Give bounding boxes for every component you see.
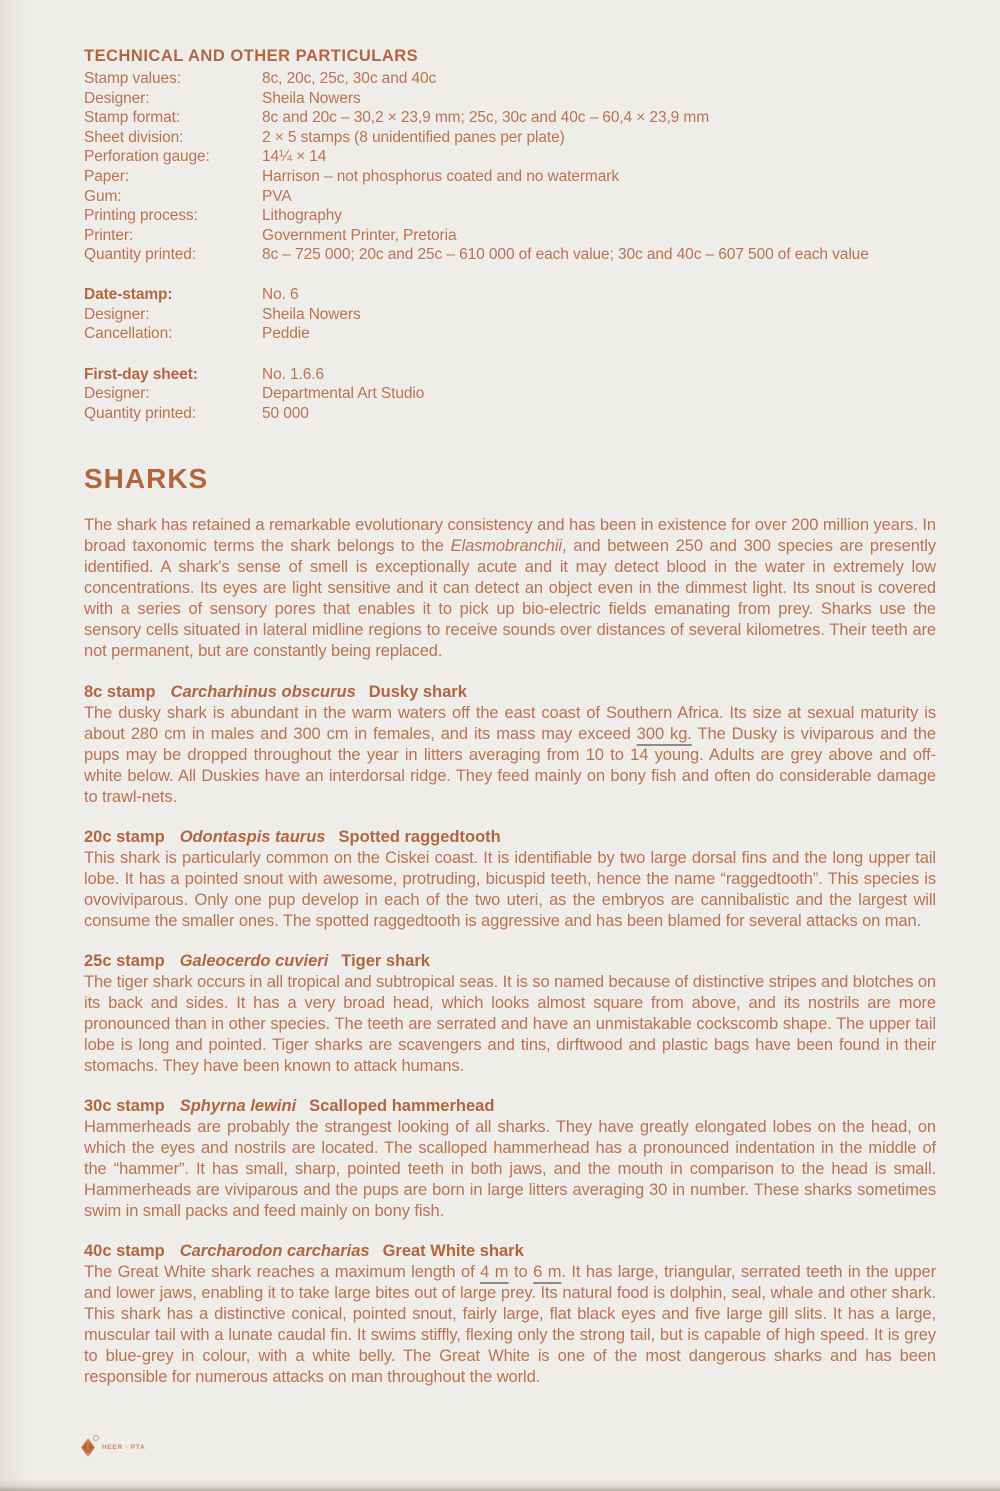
spec-value: No. 6 — [262, 285, 299, 303]
spec-label: Designer: — [84, 385, 150, 403]
printer-logo — [80, 1438, 145, 1457]
spec-row-quantity-printed — [84, 404, 936, 424]
section-body-20c — [84, 848, 936, 932]
section-heading-20c — [84, 827, 936, 848]
stamp-section-30c — [84, 1096, 936, 1222]
spec-value: No. 1.6.6 — [262, 365, 325, 383]
spec-label: Quantity printed: — [84, 404, 197, 422]
body-text-segment: The tiger shark occurs in all tropical and subtropical seas. It is so named because of distinctive stripes and blotches on its back and sides. It has a very broad head, which looks almost square from above, and its nostrils are more pronounced than in other species. The teeth are serrated and have an unmistakable cockscomb shape. The upper tail lobe is long and pointed. Tiger sharks are scavengers and tins, dirftwood and plastic bags have been found in their stomachs. They have been known to attack humans. — [84, 972, 936, 1075]
spec-label: Stamp format: — [84, 109, 181, 127]
pencil-underlined-text: 300 kg. — [636, 724, 692, 743]
spec-row-designer — [84, 384, 936, 404]
spec-value: 8c – 725 000; 20c and 25c – 610 000 of each value; 30c and 40c – 607 500 of each value — [262, 246, 869, 264]
sharks-article-title: SHARKS — [84, 462, 209, 494]
body-text-segment: . It has large, triangular, serrated teeth in the upper and lower jaws, enabling it to take large bites out of large prey. Its natural food is dolphin, seal, whale and other shark. This shark has a distinctive conical, pointed snout, fairly large, flat black eyes and five large gill slits. It has a large, muscular tail with a lunate caudal fin. It swims stiffly, flexing only the strong tail, but is capable of high speed. It is grey to blue-grey in colour, with a white belly. The Great White is one of the most dangerous sharks and has been responsible for numerous attacks on man throughout the world. — [84, 1262, 937, 1386]
body-text-segment: to — [508, 1262, 534, 1281]
spec-value: Government Printer, Pretoria — [262, 226, 457, 244]
stamp-value-label: 25c stamp — [84, 951, 165, 970]
diamond-icon — [80, 1438, 96, 1457]
stamp-section-20c — [84, 827, 936, 932]
firstday-spec-list — [84, 365, 936, 424]
spec-value: Sheila Nowers — [262, 305, 361, 323]
spec-value: Harrison – not phosphorus coated and no watermark — [262, 167, 619, 185]
spec-value: Departmental Art Studio — [262, 385, 425, 403]
section-body-40c — [84, 1262, 936, 1388]
spec-label: Printer: — [84, 226, 134, 244]
spec-label: Designer: — [84, 305, 150, 323]
spec-label: Printing process: — [84, 207, 198, 225]
spec-row-cancellation — [84, 324, 936, 344]
spec-label: Designer: — [84, 89, 150, 107]
species-name: Sphyrna lewini — [179, 1096, 297, 1115]
spec-row-sheet-division — [84, 128, 936, 148]
datestamp-spec-list — [84, 285, 936, 344]
stamp-section-40c — [84, 1241, 936, 1388]
section-heading-40c — [84, 1241, 936, 1262]
page-bottom-edge — [0, 1479, 1000, 1491]
registered-mark-icon — [93, 1435, 99, 1441]
stamp-value-label: 20c stamp — [84, 827, 165, 846]
stamp-value-label: 40c stamp — [84, 1241, 165, 1260]
section-body-30c — [84, 1117, 936, 1222]
spec-row-paper — [84, 167, 936, 187]
body-text-segment: The Great White shark reaches a maximum length of — [84, 1262, 481, 1281]
spec-value: 2 × 5 stamps (8 unidentified panes per plate) — [262, 128, 565, 146]
spec-label: Paper: — [84, 167, 130, 185]
stamp-section-25c — [84, 951, 936, 1077]
section-heading-30c — [84, 1096, 936, 1117]
printer-logo-text: HEER · PTA — [102, 1443, 146, 1451]
italic-species-text: Elasmobranchii — [450, 536, 562, 555]
spec-row-printing-process — [84, 206, 936, 226]
spec-value: Peddie — [262, 325, 310, 343]
spec-row-gum — [84, 187, 936, 207]
spec-row-designer — [84, 305, 936, 325]
section-heading-25c — [84, 951, 936, 972]
technical-particulars-title: TECHNICAL AND OTHER PARTICULARS — [84, 47, 419, 65]
spec-value: Sheila Nowers — [262, 89, 361, 107]
body-text-segment: The dusky shark is abundant in the warm waters off the east coast of Southern Africa. Its size at sexual maturity is about 280 cm in males and 300 cm in females, and its mass may exceed — [84, 703, 936, 743]
section-body-8c — [84, 703, 936, 808]
section-body-25c — [84, 972, 936, 1077]
pencil-underlined-text: 6 m — [533, 1262, 562, 1281]
species-name: Odontaspis taurus — [179, 827, 326, 846]
species-name: Galeocerdo cuvieri — [179, 951, 329, 970]
spec-value: 14¼ × 14 — [262, 148, 327, 166]
body-text-segment: , and between 250 and 300 species are presently identified. A shark’s sense of smell is exceptionally acute and it may detect blood in the water in extremely low concentrations. Its eyes are light sensitive and it can detect an object even in the dimmest light. Its snout is covered with a series of sensory pores that enables it to pick up bio-electric fields emanating from prey. Sharks use the sensory cells situated in lateral midline regions to receive sounds over distances of several kilometres. Their teeth are not permanent, but are constantly being replaced. — [84, 536, 936, 660]
body-text-segment: This shark is particularly common on the Ciskei coast. It is identifiable by two large dorsal fins and the long upper tail lobe. It has a pointed snout with awesome, protruding, bicuspid teeth, hence the name “raggedtooth”. This species is ovoviviparous. Only one pup develop in each of the two uteri, as the embryos are cannibalistic and the largest will consume the smaller ones. The spotted raggedtooth is aggressive and has been blamed for several attacks on man. — [84, 848, 936, 930]
common-name: Scalloped hammerhead — [309, 1096, 495, 1115]
common-name: Tiger shark — [341, 951, 430, 970]
sharks-intro-paragraph — [84, 515, 936, 662]
pencil-underlined-text: 4 m — [480, 1262, 509, 1281]
common-name: Great White shark — [382, 1241, 524, 1260]
spec-label: Cancellation: — [84, 325, 173, 343]
stamp-section-8c — [84, 682, 936, 808]
spec-row-first-day-sheet — [84, 365, 936, 385]
species-name: Carcharhinus obscurus — [170, 682, 356, 701]
photo-vignette — [0, 0, 30, 1491]
body-text-segment: The Dusky is viviparous and the pups may be dropped throughout the year in litters averaging from 10 to 14 young. Adults are grey above and off-white below. All Duskies have an interdorsal ridge. They feed mainly on bony fish and often do considerable damage to trawl-nets. — [84, 724, 936, 806]
section-heading-8c — [84, 682, 936, 703]
spec-label: First-day sheet: — [84, 365, 198, 383]
spec-label: Stamp values: — [84, 70, 181, 87]
page-content — [84, 46, 936, 1388]
common-name: Dusky shark — [368, 682, 467, 701]
spec-row-stamp-values — [84, 69, 936, 89]
stamp-value-label: 30c stamp — [84, 1096, 165, 1115]
common-name: Spotted raggedtooth — [338, 827, 501, 846]
spec-value: 8c, 20c, 25c, 30c and 40c — [262, 70, 437, 87]
spec-label: Gum: — [84, 187, 122, 205]
body-text-segment: Hammerheads are probably the strangest looking of all sharks. They have greatly elongated lobes on the head, on which the eyes and nostrils are located. The scalloped hammerhead has a pronounced indentation in the middle of the “hammer”. It has small, sharp, pointed teeth in both jaws, and the mouth in comparison to the head is small. Hammerheads are viviparous and the pups are born in large litters averaging 30 in number. These sharks sometimes swim in small packs and feed mainly on bony fish. — [84, 1117, 936, 1220]
spec-row-perforation-gauge — [84, 147, 936, 167]
spec-row-printer — [84, 226, 936, 246]
spec-row-date-stamp — [84, 285, 936, 305]
spec-value: Lithography — [262, 207, 342, 225]
spec-label: Quantity printed: — [84, 246, 197, 264]
spec-row-designer — [84, 89, 936, 109]
spec-value: 8c and 20c – 30,2 × 23,9 mm; 25c, 30c and 40c – 60,4 × 23,9 mm — [262, 109, 710, 127]
stamp-value-label: 8c stamp — [84, 682, 156, 701]
spec-label: Sheet division: — [84, 128, 184, 146]
spec-value: 50 000 — [262, 404, 309, 422]
species-name: Carcharodon carcharias — [179, 1241, 370, 1260]
technical-spec-list — [84, 69, 936, 265]
spec-label: Date-stamp: — [84, 285, 173, 303]
spec-value: PVA — [262, 187, 292, 205]
body-text-segment: The shark has retained a remarkable evolutionary consistency and has been in existence for over 200 million years. In broad taxonomic terms the shark belongs to the — [84, 515, 936, 555]
spec-label: Perforation gauge: — [84, 148, 210, 166]
spec-row-quantity-printed — [84, 245, 936, 265]
spec-row-stamp-format — [84, 108, 936, 128]
